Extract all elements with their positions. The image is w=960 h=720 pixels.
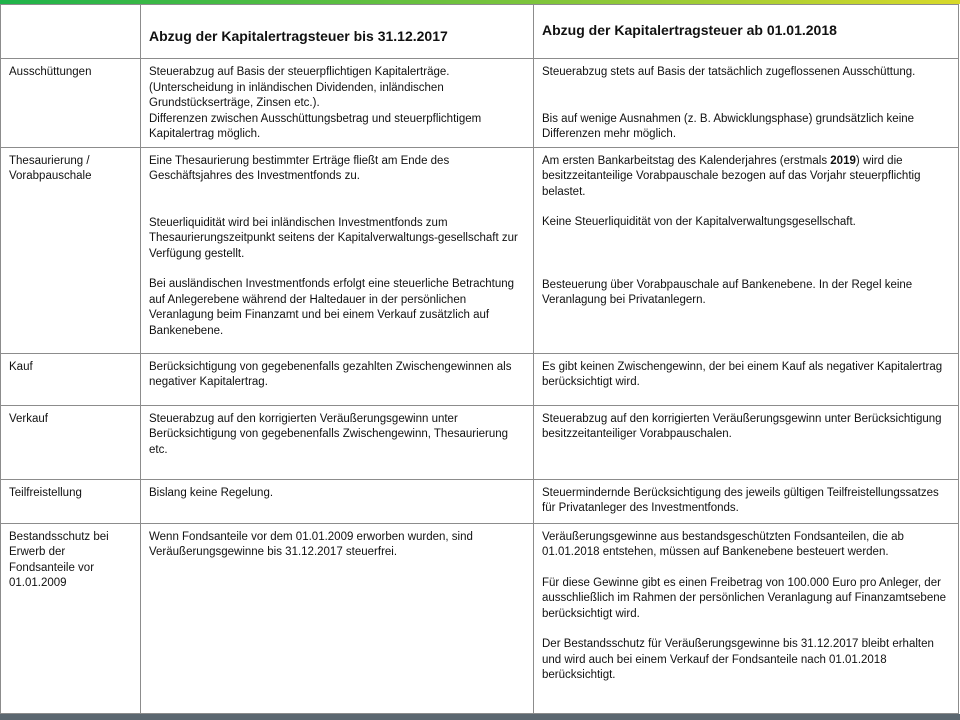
cell-from-2018 — [534, 353, 959, 405]
cell-from-2018 — [534, 147, 959, 353]
cell-until-2017 — [141, 353, 534, 405]
cell-paragraph: Bei ausländischen Investmentfonds erfolgt eine steuerliche Betrachtung auf Anlegerebene während der Haltedauer in der persönlichen Veranlagung beim Finanzamt und bei einem Verkauf zusätzlich auf Bankenebene. — [149, 278, 515, 337]
row-label: Bestandsschutz bei Erwerb der Fondsanteile vor 01.01.2009 — [1, 523, 141, 713]
table-row — [1, 405, 959, 479]
table-row — [1, 59, 959, 148]
cell-until-2017 — [141, 147, 534, 353]
table-header-row — [1, 5, 959, 59]
cell-paragraph: Bis auf wenige Ausnahmen (z. B. Abwicklungsphase) grundsätzlich keine Differenzen mehr möglich. — [542, 112, 915, 140]
row-label: Teilfreistellung — [1, 479, 141, 523]
cell-paragraph: Für diese Gewinne gibt es einen Freibetrag von 100.000 Euro pro Anleger, der ausschließlich im Rahmen der persönlichen Veranlagung auf Finanzamtsebene berücksichtigt wird. — [542, 576, 947, 620]
cell-from-2018 — [534, 479, 959, 523]
cell-until-2017 — [141, 523, 534, 713]
cell-paragraph: Steuerabzug auf Basis der steuerpflichtigen Kapitalerträge. (Unterscheidung in inländischen Dividenden, inländischen Grundstückserträge, Zinsen etc.). — [149, 66, 450, 109]
cell-from-2018 — [534, 59, 959, 148]
cell-paragraph: Keine Steuerliquidität von der Kapitalverwaltungsgesellschaft. — [542, 216, 856, 228]
row-label: Kauf — [1, 353, 141, 405]
cell-until-2017 — [141, 479, 534, 523]
cell-paragraph: Steuerliquidität wird bei inländischen Investmentfonds zum Thesaurierungszeitpunkt seitens der Kapitalverwaltungs-gesellschaft zur Verfügung gestellt. — [149, 216, 518, 260]
table-row — [1, 353, 959, 405]
cell-paragraph: Steuerabzug auf den korrigierten Veräußerungsgewinn unter Berücksichtigung besitzzeitanteiliger Vorabpauschalen. — [542, 412, 942, 440]
cell-paragraph: Der Bestandsschutz für Veräußerungsgewinne bis 31.12.2017 bleibt erhalten und wird auch bei einem Verkauf der Fondsanteile nach 01.01.2018 berücksichtigt. — [542, 638, 934, 681]
table-row — [1, 147, 959, 353]
cell-paragraph — [542, 154, 950, 201]
cell-paragraph: Es gibt keinen Zwischengewinn, der bei einem Kauf als negativer Kapitalertrag berücksichtigt wird. — [542, 360, 943, 388]
cell-until-2017 — [141, 405, 534, 479]
text-fragment: ) wird die besitzzeitanteilige Vorabpauschale bezogen auf das Vorjahr steuerpflichtig belastet. — [542, 154, 921, 198]
cell-paragraph: Steuerabzug stets auf Basis der tatsächlich zugeflossenen Ausschüttung. — [542, 66, 916, 78]
cell-paragraph: Steuerabzug auf den korrigierten Veräußerungsgewinn unter Berücksichtigung von gegebenenfalls Zwischengewinn, Thesaurierung etc. — [149, 412, 509, 456]
cell-from-2018 — [534, 523, 959, 713]
row-label: Verkauf — [1, 405, 141, 479]
cell-paragraph: Differenzen zwischen Ausschüttungsbetrag und steuerpflichtigem Kapitalertrag möglich. — [149, 112, 482, 140]
header-empty-cell — [1, 5, 141, 59]
bottom-bar — [0, 714, 960, 720]
header-until-2017: Abzug der Kapitalertragsteuer bis 31.12.2017 — [141, 5, 534, 59]
header-from-2018: Abzug der Kapitalertragsteuer ab 01.01.2018 — [534, 5, 959, 59]
cell-paragraph: Besteuerung über Vorabpauschale auf Bankenebene. In der Regel keine Veranlagung bei Privatanlegern. — [542, 278, 913, 306]
text-fragment: Am ersten Bankarbeitstag des Kalenderjahres (erstmals — [542, 154, 831, 167]
row-label: Thesaurierung / Vorabpauschale — [1, 147, 141, 353]
cell-paragraph: Veräußerungsgewinne aus bestandsgeschützten Fondsanteilen, die ab 01.01.2018 entstehen, müssen auf Bankenebene besteuert werden. — [542, 530, 904, 558]
table-row — [1, 479, 959, 523]
cell-until-2017 — [141, 59, 534, 148]
cell-paragraph: Bislang keine Regelung. — [149, 486, 274, 499]
cell-paragraph: Wenn Fondsanteile vor dem 01.01.2009 erworben wurden, sind Veräußerungsgewinne bis 31.12.2017 steuerfrei. — [149, 530, 473, 558]
comparison-table — [0, 4, 959, 714]
table-row — [1, 523, 959, 713]
cell-paragraph: Berücksichtigung von gegebenenfalls gezahlten Zwischengewinnen als negativer Kapitalertrag. — [149, 360, 512, 388]
row-label: Ausschüttungen — [1, 59, 141, 148]
bold-year: 2019 — [830, 154, 856, 167]
cell-paragraph: Eine Thesaurierung bestimmter Erträge fließt am Ende des Geschäftsjahres des Investmentfonds zu. — [149, 154, 450, 182]
cell-from-2018 — [534, 405, 959, 479]
cell-paragraph: Steuermindernde Berücksichtigung des jeweils gültigen Teilfreistellungssatzes für Privatanleger des Investmentfonds. — [542, 486, 939, 514]
